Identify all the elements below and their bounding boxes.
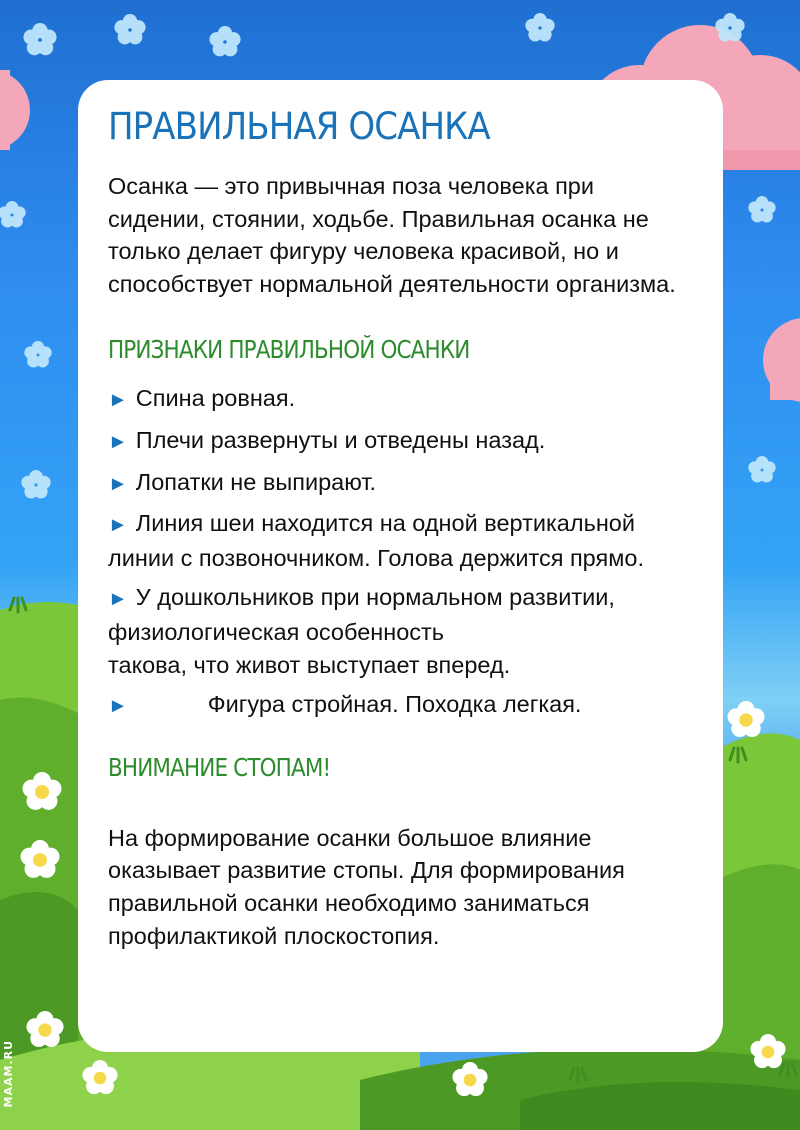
arrow-bullet-icon: ►	[108, 430, 128, 453]
arrow-bullet-icon: ►	[108, 514, 128, 537]
arrow-bullet-icon: ►	[108, 472, 128, 495]
arrow-bullet-icon: ►	[108, 588, 128, 611]
feet-paragraph: На формирование осанки большое влияние оказывает развитие стопы. Для формирования правильной осанки необходимо заниматься профилактикой плоскостопия.	[108, 824, 625, 949]
list-item: ► У дошкольников при нормальном развитии, физиологическая особенность такова, что живот выступает вперед.	[108, 584, 615, 678]
list-item: ► Линия шеи находится на одной вертикальной линии с позвоночником. Голова держится прямо.	[108, 510, 644, 571]
list-item: ► Плечи развернуты и отведены назад.	[108, 426, 546, 453]
list-item: ► Лопатки не выпирают.	[108, 468, 377, 495]
signs-list	[108, 382, 695, 722]
cloud-left-top	[0, 70, 30, 150]
content-card	[78, 80, 723, 1052]
page-title: ПРАВИЛЬНАЯ ОСАНКА	[108, 105, 490, 148]
watermark: MAAM.RU	[2, 1040, 15, 1108]
arrow-bullet-icon: ►	[108, 695, 128, 718]
feet-heading: ВНИМАНИЕ СТОПАМ!	[108, 752, 331, 782]
list-item: ► Фигура стройная. Походка легкая.	[108, 691, 582, 718]
cloud-right-middle	[763, 318, 800, 402]
arrow-bullet-icon: ►	[108, 389, 128, 412]
intro-paragraph: Осанка — это привычная поза человека при сидении, стоянии, ходьбе. Правильная осанка не только делает фигуру человека красивой, но и способствует нормальной деятельности организма.	[108, 173, 676, 297]
list-item: ► Спина ровная.	[108, 385, 296, 412]
signs-heading: ПРИЗНАКИ ПРАВИЛЬНОЙ ОСАНКИ	[108, 335, 470, 365]
